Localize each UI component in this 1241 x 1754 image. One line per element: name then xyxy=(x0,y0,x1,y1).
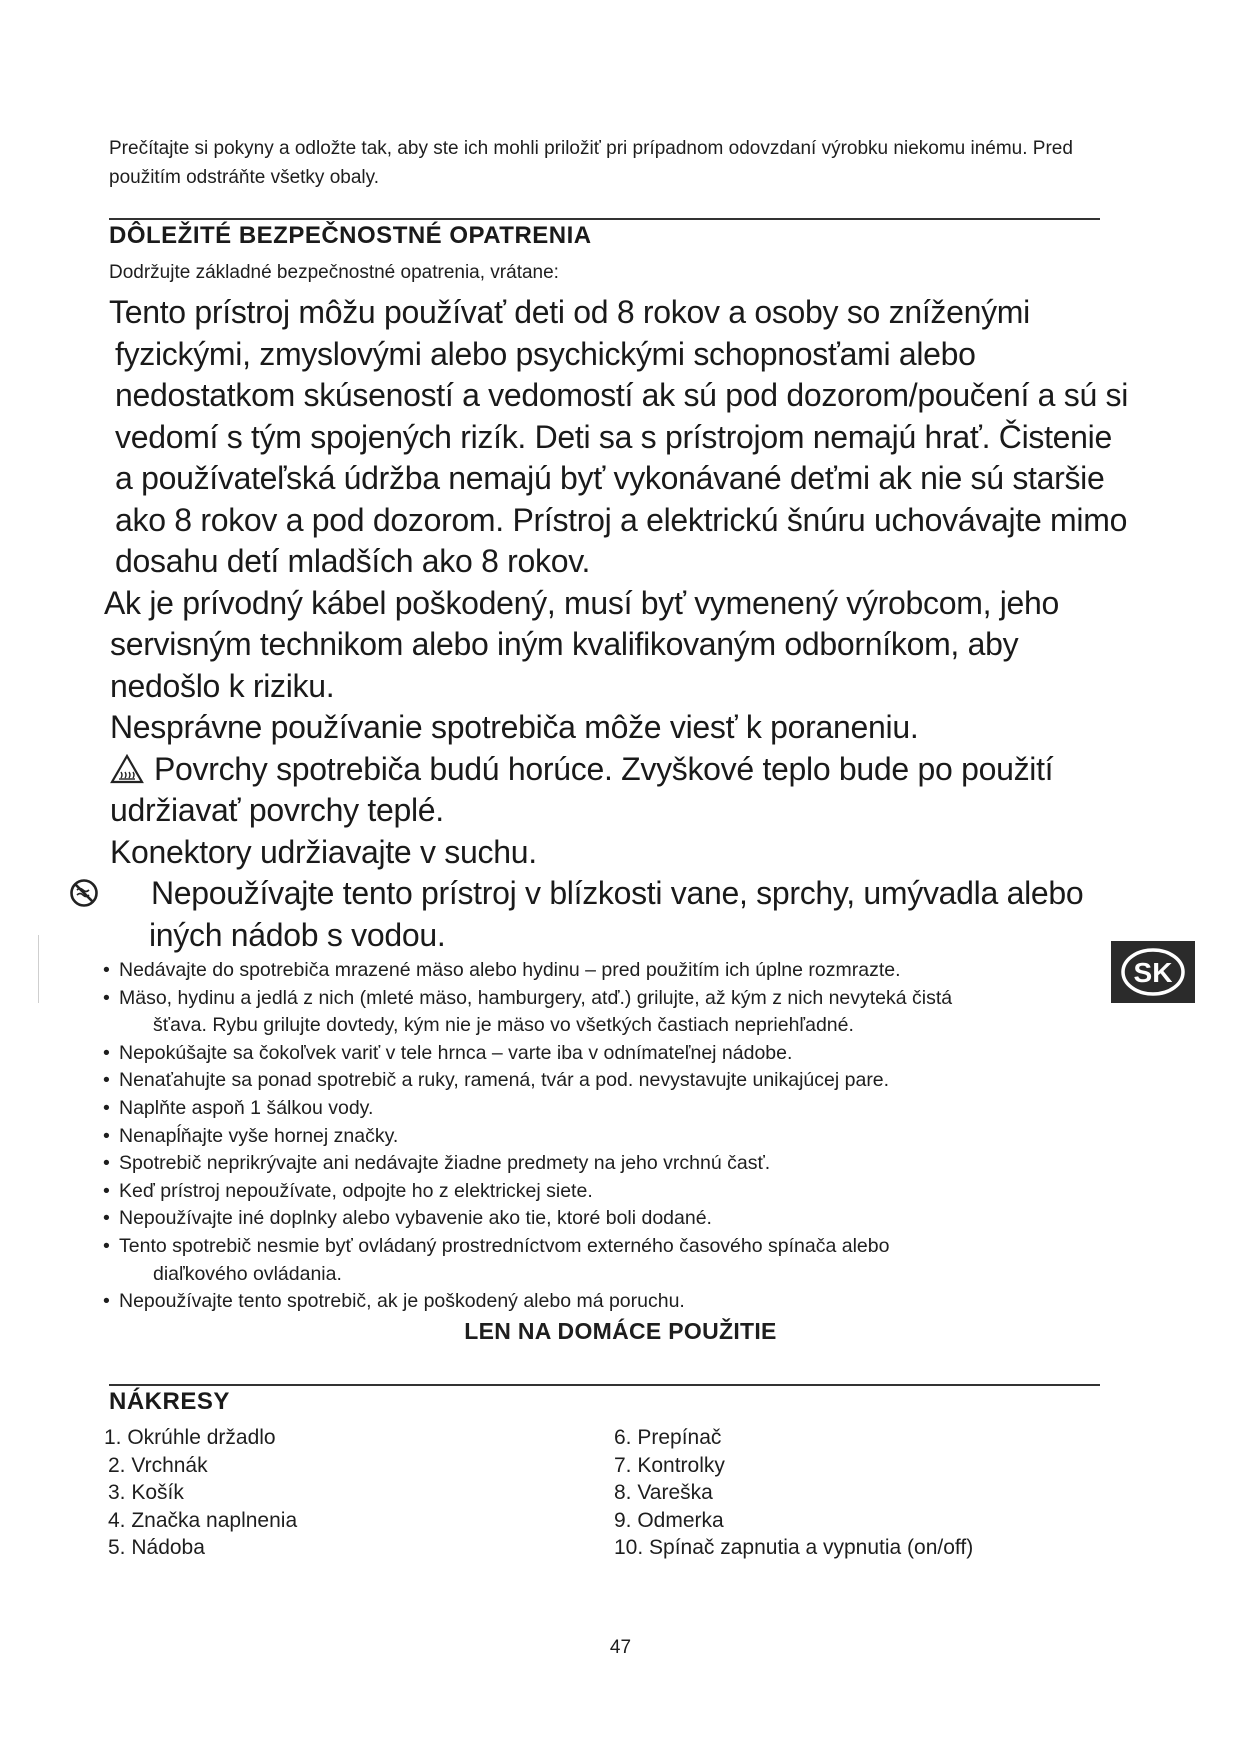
list-item-continuation: diaľkového ovládania. xyxy=(153,1262,342,1285)
drawings-title: NÁKRESY xyxy=(109,1388,230,1415)
list-item: 10. Spínač zapnutia a vypnutia (on/off) xyxy=(614,1536,974,1559)
list-item: 5. Nádoba xyxy=(108,1536,205,1559)
list-item: • Nedávajte do spotrebiča mrazené mäso alebo hydinu – pred použitím ich úplne rozmrazte. xyxy=(101,957,1061,985)
margin-mark xyxy=(38,935,39,1003)
list-item: • Nenapĺňajte vyše hornej značky. xyxy=(101,1123,1061,1151)
no-water-icon xyxy=(109,877,139,907)
list-item: 7. Kontrolky xyxy=(614,1453,725,1477)
safety-paragraph-hot: Povrchy spotrebiča budú horúce. Zvyškové teplo bude po použití udržiavať povrchy teplé. xyxy=(110,750,1054,828)
list-item: • Nepoužívajte tento spotrebič, ak je poškodený alebo má poruchu. xyxy=(101,1288,1061,1316)
safety-paragraph-connectors: Konektory udržiavajte v suchu. xyxy=(110,833,537,870)
drawings-list-left xyxy=(104,1424,297,1562)
language-badge-label: SK xyxy=(1133,957,1173,988)
list-item: • Nenaťahujte sa ponad spotrebič a ruky, ramená, tvár a pod. nevystavujte unikajúcej pare. xyxy=(101,1067,1061,1095)
list-item: • Nepoužívajte iné doplnky alebo vybavenie ako tie, ktoré boli dodané. xyxy=(101,1205,1061,1233)
safety-subtitle: Dodržujte základné bezpečnostné opatrenia, vrátane: xyxy=(109,262,559,283)
list-item: • Mäso, hydinu a jedlá z nich (mleté mäso, hamburgery, atď.) grilujte, až kým z nich nevyteká čistá xyxy=(101,985,1061,1013)
list-item-continuation: šťava. Rybu grilujte dovtedy, kým nie je mäso vo všetkých častiach nepriehľadné. xyxy=(153,1014,854,1037)
page-number: 47 xyxy=(609,1637,632,1658)
list-item: • Keď prístroj nepoužívate, odpojte ho z elektrickej siete. xyxy=(101,1178,1061,1206)
divider-drawings xyxy=(109,1384,1100,1386)
drawings-list-right xyxy=(614,1424,973,1562)
safety-title: DÔLEŽITÉ BEZPEČNOSTNÉ OPATRENIA xyxy=(109,222,592,249)
list-item: 1. Okrúhle držadlo xyxy=(104,1426,276,1449)
list-item: • Tento spotrebič nesmie byť ovládaný prostredníctvom externého časového spínača alebo xyxy=(101,1233,1061,1261)
list-item: 6. Prepínač xyxy=(614,1426,722,1449)
list-item: 8. Vareška xyxy=(614,1481,713,1504)
safety-paragraph-children: Tento prístroj môžu používať deti od 8 rokov a osoby so zníženými fyzickými, zmyslovými alebo psychickými schopnosťami alebo nedostatkom skúseností a vedomostí ak sú pod dozorom/poučení a sú si vedomí s tým spojených rizík. Deti sa s prístrojom nemajú hrať. Čistenie a používateľská údržba nemajú byť vykonávané deťmi ak nie sú staršie ako 8 rokov a pod dozorom. Prístroj a elektrickú šnúru uchovávajte mimo dosahu detí mladších ako 8 rokov. xyxy=(109,294,1129,579)
list-item: 2. Vrchnák xyxy=(108,1453,208,1477)
list-item: • Naplňte aspoň 1 šálkou vody. xyxy=(101,1095,1061,1123)
list-item: 9. Odmerka xyxy=(614,1508,724,1532)
safety-large-text xyxy=(104,292,1134,956)
safety-paragraph-misuse: Nesprávne používanie spotrebiča môže viesť k poraneniu. xyxy=(110,709,919,745)
list-item: 4. Značka naplnenia xyxy=(108,1508,298,1532)
hot-surface-warning-icon xyxy=(110,753,144,783)
safety-paragraph-cable: Ak je prívodný kábel poškodený, musí byť vymenený výrobcom, jeho servisným technikom alebo iným kvalifikovaným odborníkom, aby nedošlo k riziku. xyxy=(104,584,1060,704)
list-item: • Spotrebič neprikrývajte ani nedávajte žiadne predmety na jeho vrchnú časť. xyxy=(101,1150,1061,1178)
household-use-heading: LEN NA DOMÁCE POUŽITIE xyxy=(464,1318,777,1344)
divider-top xyxy=(109,218,1100,220)
list-item: 3. Košík xyxy=(108,1481,184,1504)
safety-paragraph-water: Nepoužívajte tento prístroj v blízkosti vane, sprchy, umývadla alebo iných nádob s vodou. xyxy=(104,873,1134,956)
safety-bullet-list xyxy=(101,957,1061,1316)
list-item: • Nepokúšajte sa čokoľvek variť v tele hrnca – varte iba v odnímateľnej nádobe. xyxy=(101,1040,1061,1068)
language-badge xyxy=(1111,941,1195,1003)
intro-text: Prečítajte si pokyny a odložte tak, aby ste ich mohli priložiť pri prípadnom odovzdaní výrobku niekomu inému. Pred použitím odstráňte všetky obaly. xyxy=(109,138,1073,188)
